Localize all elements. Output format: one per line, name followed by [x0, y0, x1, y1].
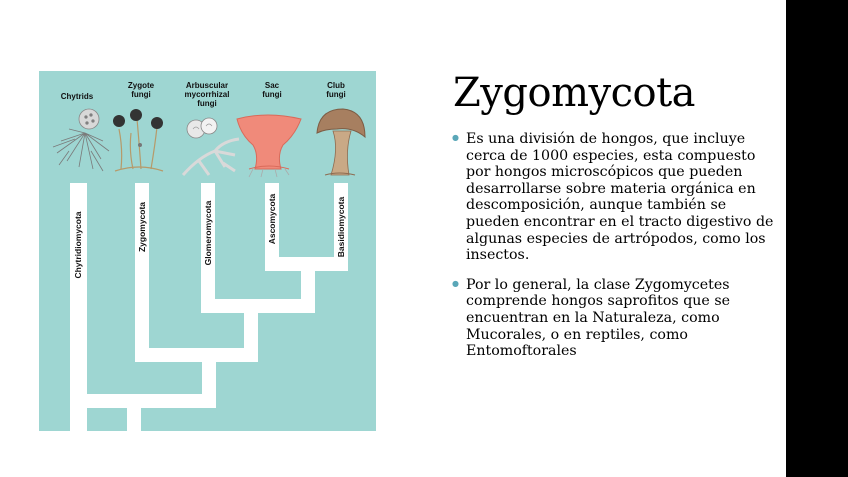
- mushroom-icon: [317, 109, 365, 175]
- phylum-label-chytridiomycota: Chytridiomycota: [73, 211, 83, 279]
- phylum-label-basidiomycota: Basidiomycota: [336, 196, 346, 258]
- bullet-text: Es una división de hongos, que incluye cerca de 1000 especies, esta compuesto por hongos microscópicos que pueden desarrollarse sobre materia orgánica en descomposición, aunque también se pueden encontrar en el tracto digestivo de algunas especies de artrópodos, como los insectos.: [466, 131, 774, 264]
- slide-edge-bar: [786, 0, 848, 477]
- group-label-club-fungi: Club fungi: [326, 81, 346, 99]
- phylum-label-ascomycota: Ascomycota: [267, 193, 277, 245]
- root-stem: [127, 408, 141, 431]
- node-chytrid: [70, 394, 216, 408]
- bullet-list: [452, 131, 782, 373]
- node-zygo: [135, 348, 258, 362]
- bullet-icon: ●: [452, 278, 459, 288]
- arbuscular-fungi-icon: [183, 118, 239, 175]
- bullet-item: [452, 277, 782, 360]
- group-label-arbuscular-fungi: Arbuscular mycorrhizal fungi: [184, 81, 230, 108]
- zygote-fungi-icon: [113, 109, 163, 171]
- fungi-phylogeny-figure: [39, 71, 376, 431]
- phylum-label-zygomycota: Zygomycota: [137, 201, 147, 253]
- chytrid-icon: [53, 109, 109, 171]
- phylum-label-glomeromycota: Glomeromycota: [203, 200, 213, 266]
- node-glomero-dikarya: [201, 299, 315, 313]
- bullet-text: Por lo general, la clase Zygomycetes comprende hongos saprofitos que se encuentran en la Naturaleza, como Mucorales, o en reptiles, como Entomoftorales: [466, 276, 730, 360]
- group-label-zygote-fungi: Zygote fungi: [127, 81, 155, 99]
- group-label-chytrids: Chytrids: [60, 92, 94, 101]
- sac-fungi-icon: [237, 115, 301, 177]
- bullet-icon: ●: [452, 133, 459, 142]
- group-label-sac-fungi: Sac fungi: [262, 81, 282, 99]
- slide-title: Zygomycota: [453, 70, 696, 116]
- bullet-item: [452, 131, 782, 264]
